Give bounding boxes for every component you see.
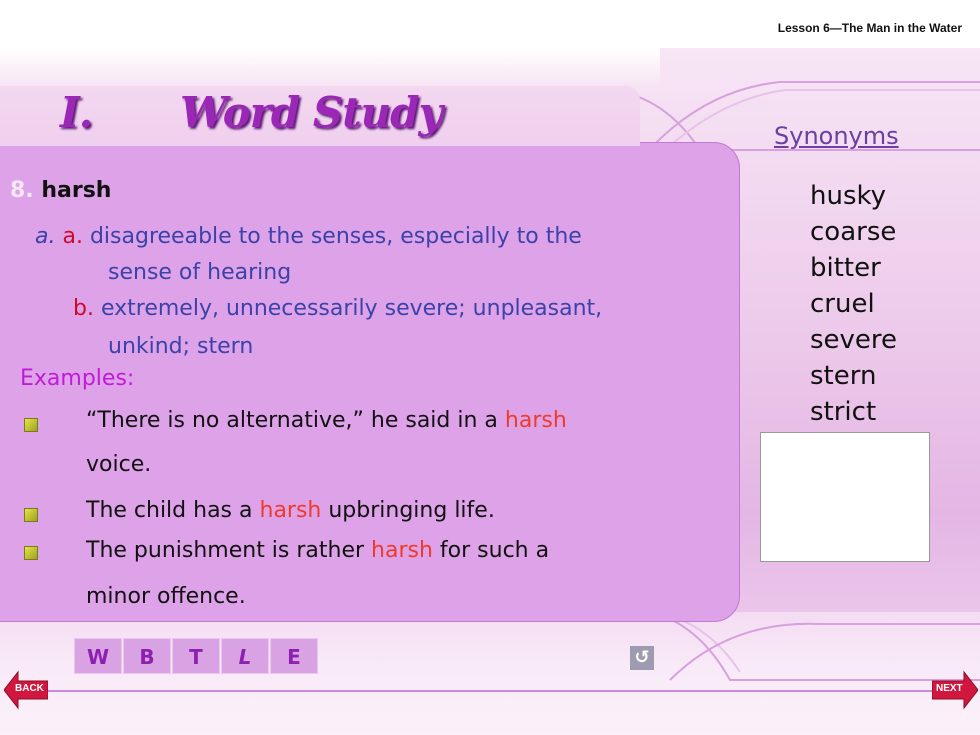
definition-b-mark: b. (73, 296, 94, 321)
back-label: BACK (15, 683, 44, 694)
synonym-item: strict (810, 397, 877, 427)
bullet-icon (24, 418, 38, 432)
example-3-highlight: harsh (371, 538, 433, 563)
example-1-text: “There is no alternative,” he said in a (86, 408, 505, 433)
example-1-continued: voice. (86, 452, 152, 477)
definition-b-text: extremely, unnecessarily severe; unpleasant, (100, 296, 603, 321)
example-3 (86, 538, 549, 563)
section-number: I. (60, 88, 93, 137)
example-3-text-end: for such a (432, 538, 550, 563)
next-button[interactable] (932, 670, 978, 710)
bullet-icon (24, 508, 38, 522)
entry-word: harsh (41, 178, 112, 203)
back-button[interactable] (4, 670, 48, 710)
lesson-header: Lesson 6—The Man in the Water (777, 21, 962, 35)
synonym-item: husky (810, 181, 887, 211)
example-3-continued: minor offence. (86, 584, 246, 609)
nav-button-e[interactable]: E (270, 638, 318, 674)
example-1 (86, 408, 567, 433)
synonym-item: coarse (810, 217, 897, 247)
synonym-list (810, 178, 897, 430)
section-title: Word Study (180, 88, 442, 137)
example-3-text: The punishment is rather (86, 538, 372, 563)
entry-number: 8. (10, 178, 34, 203)
definition-a (35, 218, 582, 256)
word-heading (10, 178, 111, 203)
nav-button-b[interactable]: B (123, 638, 171, 674)
part-of-speech: a. (35, 224, 56, 249)
definition-a-mark: a. (62, 224, 83, 249)
return-arrow-icon[interactable]: ↺ (630, 646, 654, 670)
synonym-item: cruel (810, 289, 875, 319)
example-2 (86, 498, 495, 523)
next-label: NEXT (936, 683, 963, 694)
nav-button-l[interactable]: L (221, 638, 269, 674)
example-2-text: The child has a (86, 498, 260, 523)
blank-panel (760, 432, 930, 562)
example-2-highlight: harsh (259, 498, 322, 523)
definition-a-text: disagreeable to the senses, especially to the (89, 224, 582, 249)
synonym-item: severe (810, 325, 898, 355)
nav-button-t[interactable]: T (172, 638, 220, 674)
examples-label: Examples: (20, 366, 135, 391)
synonym-item: bitter (810, 253, 881, 283)
definition-b (73, 290, 602, 328)
example-2-text-end: upbringing life. (321, 498, 495, 523)
synonyms-link[interactable]: Synonyms (774, 122, 899, 150)
synonym-item: stern (810, 361, 877, 391)
nav-button-w[interactable]: W (74, 638, 122, 674)
example-1-highlight: harsh (504, 408, 567, 433)
bullet-icon (24, 546, 38, 560)
definition-b-continued: unkind; stern (108, 334, 254, 359)
bottom-divider (45, 690, 935, 692)
definition-a-continued: sense of hearing (108, 260, 292, 285)
page-title (60, 88, 442, 137)
